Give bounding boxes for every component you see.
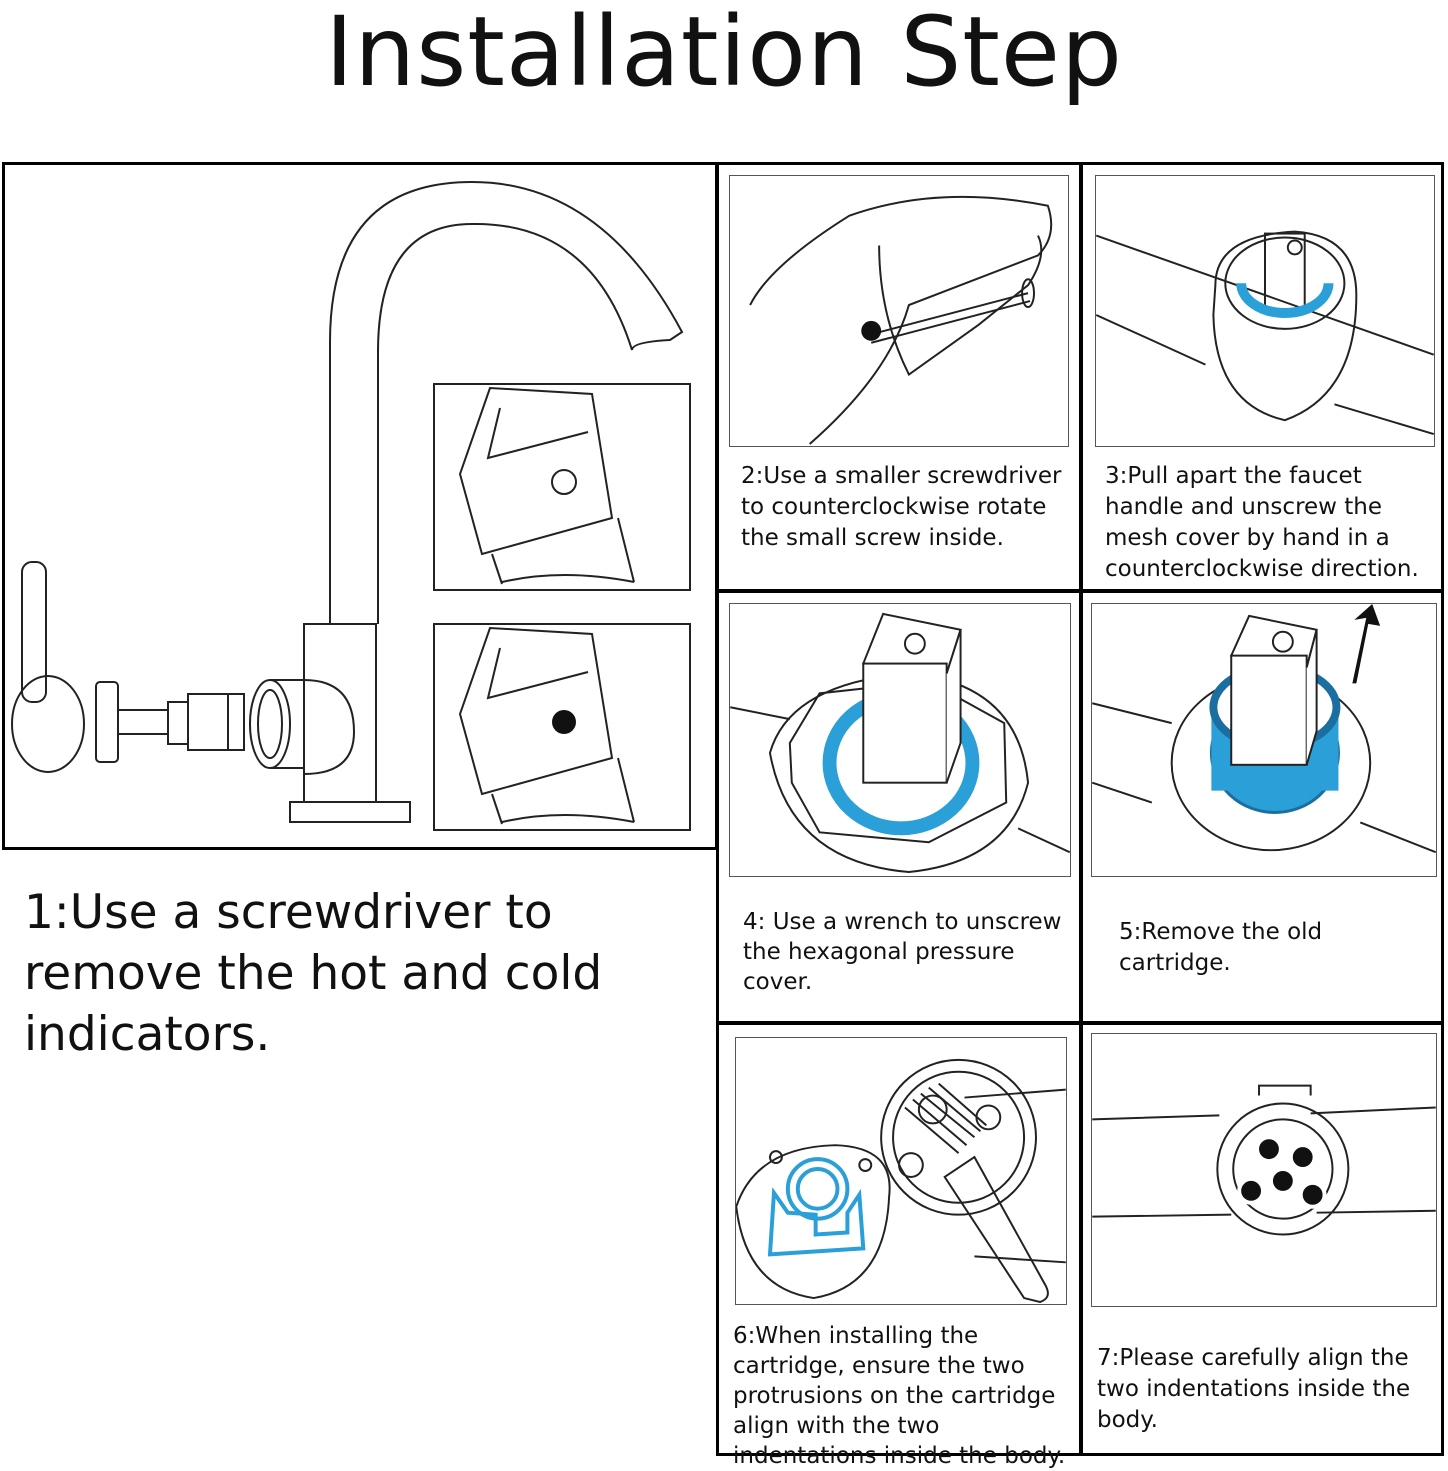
- inset-before: [434, 384, 690, 590]
- body-indentation-illustration: [1092, 1034, 1436, 1306]
- step-2-caption: 2:Use a smaller screwdriver to counterclockwise rotate the small screw inside.: [741, 463, 1062, 551]
- pressure-cover-illustration: [730, 604, 1070, 876]
- step-4-illustration: [729, 603, 1071, 877]
- step-3-caption: 3:Pull apart the faucet handle and unscrew the mesh cover by hand in a counterclockwise direction.: [1105, 463, 1419, 582]
- step-6-caption: 6:When installing the cartridge, ensure the two protrusions on the cartridge align with the two indentations inside the body.: [733, 1323, 1066, 1469]
- step-7-panel: [1080, 1022, 1444, 1456]
- step-5-illustration: [1091, 603, 1437, 877]
- step-6-panel: [716, 1022, 1082, 1469]
- step-1-illustration-frame: [2, 162, 718, 850]
- mesh-cover-illustration: [1096, 176, 1434, 446]
- step-1-caption: 1:Use a screwdriver to remove the hot and cold indicators.: [24, 885, 603, 1062]
- faucet-disassembly-illustration: [2, 162, 718, 850]
- step-2-panel: [716, 162, 1082, 592]
- step-4-panel: [716, 590, 1082, 1024]
- page-title: Installation Step: [325, 0, 1123, 108]
- step-7-illustration: [1091, 1033, 1437, 1307]
- cartridge-install-illustration: [736, 1038, 1066, 1304]
- arrow-up-icon: [1352, 604, 1380, 683]
- step-6-illustration: [735, 1037, 1067, 1305]
- step-7-caption: 7:Please carefully align the two indentations inside the body.: [1097, 1345, 1411, 1433]
- screwdriver-handle-illustration: [730, 176, 1068, 446]
- step-4-caption: 4: Use a wrench to unscrew the hexagonal pressure cover.: [743, 909, 1062, 995]
- step-2-illustration: [729, 175, 1069, 447]
- step-3-panel: [1080, 162, 1444, 592]
- step-5-panel: [1080, 590, 1444, 1024]
- cartridge-removal-illustration: [1092, 604, 1436, 876]
- step-3-illustration: [1095, 175, 1435, 447]
- step-5-caption: 5:Remove the old cartridge.: [1119, 919, 1323, 976]
